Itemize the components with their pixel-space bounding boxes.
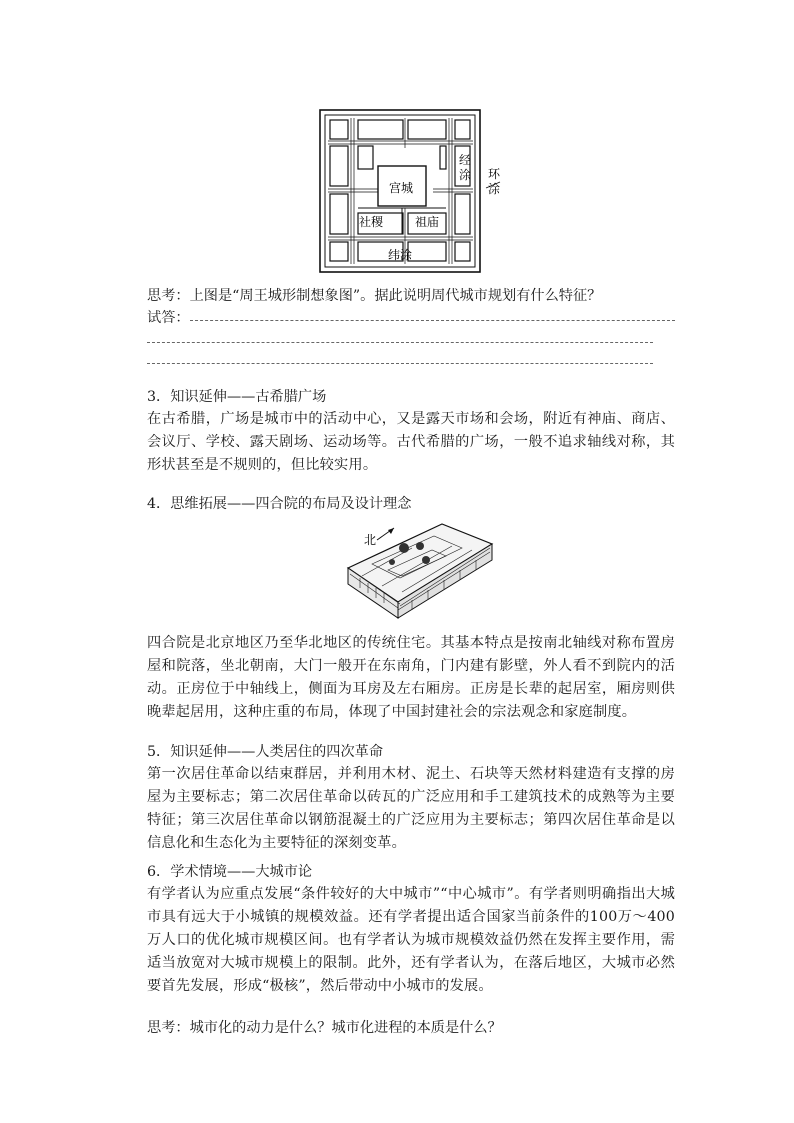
jingtu-label-1: 经 [459,153,472,167]
north-label: 北 [364,533,377,547]
weitu-label: 纬涂 [388,248,413,262]
question1-answer-label: 试答： [147,310,190,326]
answer-line-1[interactable] [190,320,675,321]
section5-body: 第一次居住革命以结束群居，并利用木材、泥土、石块等天然材料建造有支撑的房屋为主要标志；第二次居住革命以砖瓦的广泛应用和手工建筑技术的成熟等为主要特征；第三次居住革命以钢筋混凝土的广泛应用为主要标志；第四次居住革命是以信息化和生态化为主要特征的深刻变革。 [147,766,675,851]
zhou-city-plan-figure [318,108,508,278]
siheyuan-figure [342,518,494,621]
zumiao-label: 祖庙 [415,215,440,229]
section3-body: 在古希腊，广场是城市中的活动中心，又是露天市场和会场，附近有神庙、商店、会议厅、学校、露天剧场、运动场等。古代希腊的广场，一般不追求轴线对称，其形状甚至是不规则的，但比较实用。 [147,411,675,473]
answer-line-3[interactable] [147,363,653,364]
palace-label: 宫城 [389,181,414,195]
sheji-label: 社稷 [359,215,384,229]
section4-body: 四合院是北京地区乃至华北地区的传统住宅。其基本特点是按南北轴线对称布置房屋和院落，坐北朝南，大门一般开在东南角，门内建有影壁，外人看不到院内的活动。正房位于中轴线上，侧面为耳房及左右厢房。正房是长辈的起居室，厢房则供晚辈起居用，这种庄重的布局，体现了中国封建社会的宗法观念和家庭制度。 [147,635,675,720]
answer-line-2[interactable] [147,342,653,343]
huantu-label-2: 涂 [488,182,501,196]
section6-body: 有学者认为应重点发展“条件较好的大中城市”“中心城市”。有学者则明确指出大城市具有远大于小城镇的规模效益。还有学者提出适合国家当前条件的100万～400万人口的优化城市规模区间。也有学者认为城市规模效益仍然在发挥主要作用，需适当放宽对大城市规模上的限制。此外，还有学者认为，在落后地区，大城市必然要首先发展，形成“极核”，然后带动中小城市的发展。 [147,886,675,994]
section6-question: 思考：城市化的动力是什么？城市化进程的本质是什么？ [147,1020,502,1036]
section5-heading: 5．知识延伸——人类居住的四次革命 [147,744,384,760]
section4-heading: 4．思维拓展——四合院的布局及设计理念 [147,496,412,512]
question1-prompt: 思考：上图是“周王城形制想象图”。据此说明周代城市规划有什么特征？ [147,288,602,304]
section3-heading: 3．知识延伸——古希腊广场 [147,389,327,405]
section6-heading: 6．学术情境——大城市论 [147,864,313,880]
huantu-label-1: 环 [488,167,501,181]
jingtu-label-2: 涂 [459,168,472,182]
